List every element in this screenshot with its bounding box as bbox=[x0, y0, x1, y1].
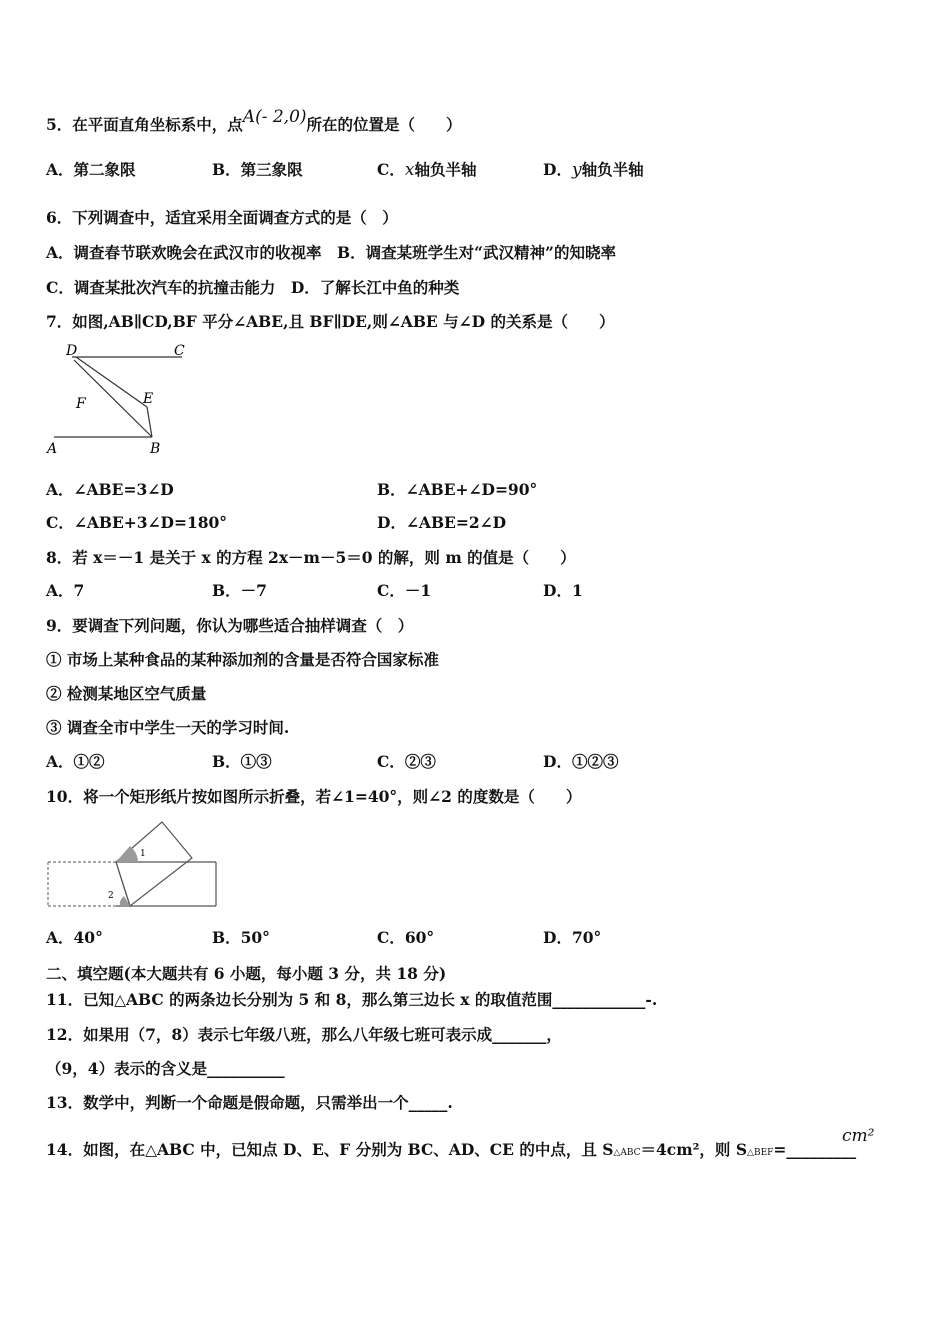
q7-option-b: B．∠ABE+∠D=90° bbox=[377, 480, 538, 499]
question-11: 11．已知△ABC 的两条边长分别为 5 和 8，那么第三边长 x 的取值范围____________-. bbox=[46, 990, 658, 1009]
question-12-line2: （9，4）表示的含义是__________ bbox=[46, 1059, 285, 1078]
q10-option-b: B．50° bbox=[212, 928, 270, 947]
q6-options-row2: C．调查某批次汽车的抗撞击能力 D．了解长江中鱼的种类 bbox=[46, 278, 460, 297]
q9-item-3: ③ 调查全市中学生一天的学习时间. bbox=[46, 718, 290, 737]
question-13: 13．数学中，判断一个命题是假命题，只需举出一个_____. bbox=[46, 1093, 453, 1112]
q8-option-d: D．1 bbox=[543, 581, 583, 600]
q9-option-b: B．①③ bbox=[212, 752, 272, 771]
q5-option-a: A．第二象限 bbox=[46, 160, 136, 179]
q7-figure bbox=[44, 340, 204, 460]
section-2-heading: 二、填空题(本大题共有 6 小题，每小题 3 分，共 18 分) bbox=[46, 964, 447, 983]
question-6: 6．下列调查中，适宜采用全面调查方式的是（ ） bbox=[46, 208, 398, 227]
q7-option-a: A．∠ABE=3∠D bbox=[46, 480, 174, 499]
q9-item-1: ① 市场上某种食品的某种添加剂的含量是否符合国家标准 bbox=[46, 650, 439, 669]
q7-label-a: A bbox=[47, 441, 58, 457]
q8-option-c: C．－1 bbox=[377, 581, 432, 600]
q14-sub-bef: △BEF bbox=[747, 1148, 774, 1158]
q9-option-d: D．①②③ bbox=[543, 752, 619, 771]
q8-option-a: A．7 bbox=[46, 581, 85, 600]
q10-figure bbox=[44, 818, 224, 913]
q7-option-d: D．∠ABE=2∠D bbox=[377, 513, 507, 532]
q10-option-a: A．40° bbox=[46, 928, 103, 947]
q14-unit: cm² bbox=[842, 1126, 875, 1146]
q10-angle-1-label: 1 bbox=[140, 849, 146, 859]
q7-option-c: C．∠ABE+3∠D=180° bbox=[46, 513, 228, 532]
q10-option-d: D．70° bbox=[543, 928, 602, 947]
q7-label-b: B bbox=[150, 441, 161, 457]
q8-option-b: B．－7 bbox=[212, 581, 267, 600]
q9-option-c: C．②③ bbox=[377, 752, 436, 771]
question-7: 7．如图,AB∥CD,BF 平分∠ABE,且 BF∥DE,则∠ABE 与∠D 的关系是（ ） bbox=[46, 312, 615, 331]
question-12-line1: 12．如果用（7，8）表示七年级八班，那么八年级七班可表示成_______， bbox=[46, 1025, 562, 1044]
q5-option-b: B．第三象限 bbox=[212, 160, 303, 179]
q7-label-d: D bbox=[66, 343, 78, 359]
q5-option-c: C．x轴负半轴 bbox=[377, 160, 477, 180]
question-14: 14．如图，在△ABC 中，已知点 D、E、F 分别为 BC、AD、CE 的中点，且 S△ABC＝4cm²，则 S△BEF=_________ bbox=[46, 1140, 857, 1159]
question-5 bbox=[46, 107, 462, 135]
q5-option-d: D．y轴负半轴 bbox=[543, 160, 644, 180]
question-10: 10．将一个矩形纸片按如图所示折叠，若∠1=40°，则∠2 的度数是（ ） bbox=[46, 787, 582, 806]
question-8: 8．若 x＝－1 是关于 x 的方程 2x－m－5＝0 的解，则 m 的值是（ ） bbox=[46, 548, 576, 567]
q5-stem-prefix: 5．在平面直角坐标系中，点 bbox=[46, 115, 243, 134]
q7-label-c: C bbox=[174, 343, 185, 359]
q14-sub-abc: △ABC bbox=[613, 1148, 641, 1158]
q7-label-e: E bbox=[143, 391, 154, 407]
q6-options-row1: A．调查春节联欢晚会在武汉市的收视率 B．调查某班学生对“武汉精神”的知晓率 bbox=[46, 243, 616, 262]
question-9: 9．要调查下列问题，你认为哪些适合抽样调查（ ） bbox=[46, 616, 414, 635]
q10-angle-2-label: 2 bbox=[108, 891, 114, 901]
q10-option-c: C．60° bbox=[377, 928, 435, 947]
q7-label-f: F bbox=[76, 396, 86, 412]
q5-stem-suffix: 所在的位置是（ ） bbox=[306, 115, 462, 134]
q9-option-a: A．①② bbox=[46, 752, 105, 771]
q5-point: A(- 2,0) bbox=[242, 107, 307, 127]
q9-item-2: ② 检测某地区空气质量 bbox=[46, 684, 207, 703]
